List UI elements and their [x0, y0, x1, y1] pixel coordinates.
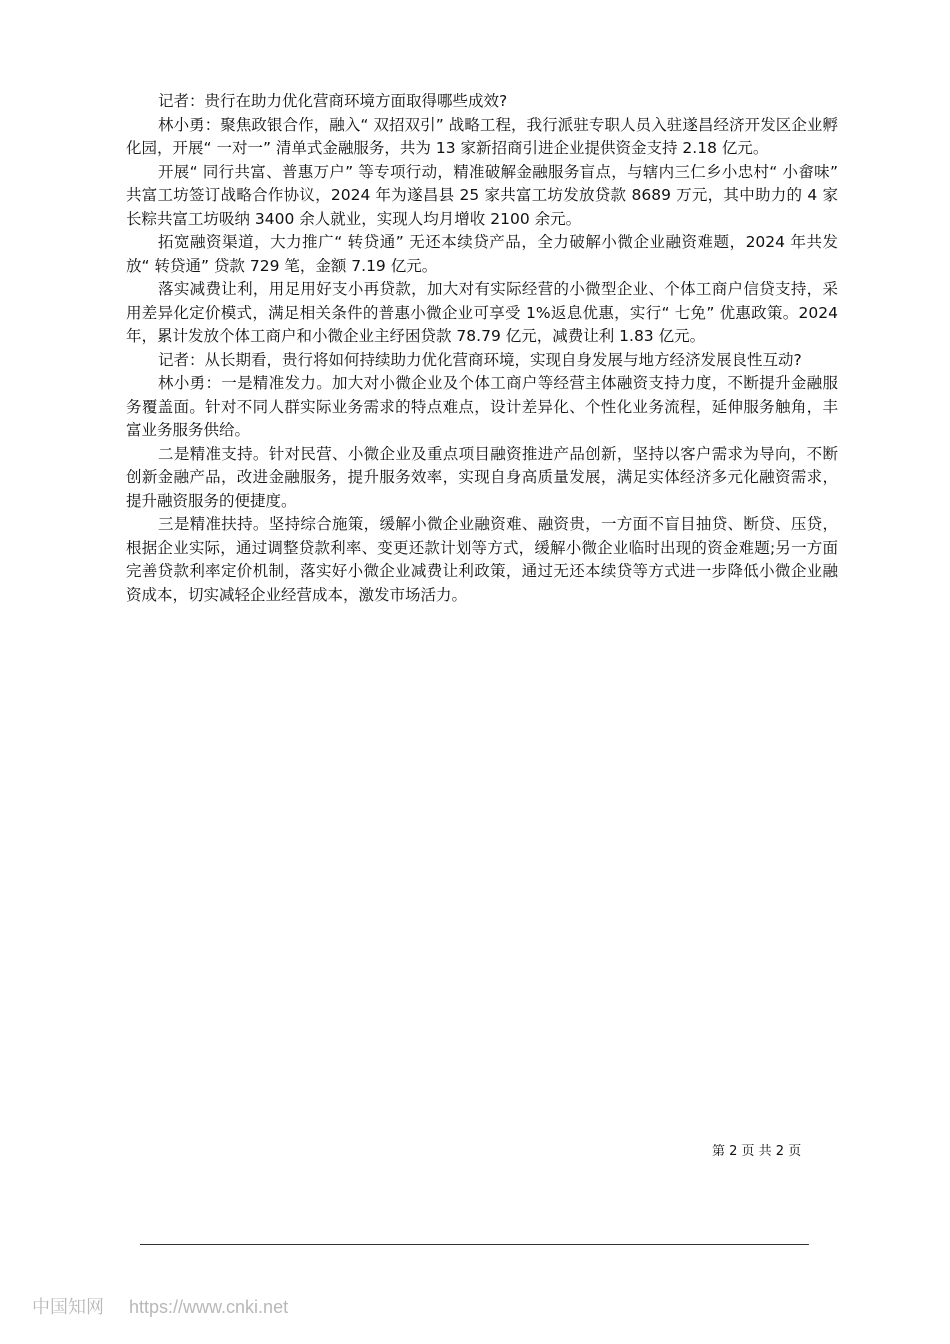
- paragraph-answer-3: 拓宽融资渠道，大力推广“ 转贷通” 无还本续贷产品，全力破解小微企业融资难题，2024 年共发放“ 转贷通” 贷款 729 笔，金额 7.19 亿元。: [126, 233, 838, 275]
- paragraph-answer-5: 林小勇：一是精准发力。加大对小微企业及个体工商户等经营主体融资支持力度，不断提升金融服务覆盖面。针对不同人群实际业务需求的特点难点，设计差异化、个性化业务流程，延伸服务触角，丰富业务服务供给。: [126, 374, 838, 439]
- article-body: [126, 90, 838, 607]
- paragraph-answer-7: 三是精准扶持。坚持综合施策，缓解小微企业融资难、融资贵，一方面不盲目抽贷、断贷、压贷，根据企业实际，通过调整贷款利率、变更还款计划等方式，缓解小微企业临时出现的资金难题;另一方面完善贷款利率定价机制，落实好小微企业减费让利政策，通过无还本续贷等方式进一步降低小微企业融资成本，切实减轻企业经营成本，激发市场活力。: [126, 515, 838, 604]
- paragraph-reporter-question-2: 记者：从长期看，贵行将如何持续助力优化营商环境，实现自身发展与地方经济发展良性互动?: [158, 350, 802, 369]
- footer-divider: [140, 1244, 809, 1245]
- page-number: 第 2 页 共 2 页: [712, 1144, 802, 1159]
- cnki-watermark: [32, 1293, 288, 1319]
- paragraph-answer-1: 林小勇：聚焦政银合作，融入“ 双招双引” 战略工程，我行派驻专职人员入驻遂昌经济开发区企业孵化园，开展“ 一对一” 清单式金融服务，共为 13 家新招商引进企业提供资金支持 2.18 亿元。: [126, 115, 838, 157]
- paragraph-answer-6: 二是精准支持。针对民营、小微企业及重点项目融资推进产品创新，坚持以客户需求为导向，不断创新金融产品，改进金融服务，提升服务效率，实现自身高质量发展，满足实体经济多元化融资需求，提升融资服务的便捷度。: [126, 444, 838, 510]
- paragraph-answer-2: 开展“ 同行共富、普惠万户” 等专项行动，精准破解金融服务盲点，与辖内三仁乡小忠村“ 小畲味” 共富工坊签订战略合作协议，2024 年为遂昌县 25 家共富工坊发放贷款 8689 万元，其中助力的 4 家长粽共富工坊吸纳 3400 余人就业，实现人均月增收 2100 余元。: [126, 162, 838, 228]
- paragraph-answer-4: 落实减费让利，用足用好支小再贷款，加大对有实际经营的小微型企业、个体工商户信贷支持，采用差异化定价模式，满足相关条件的普惠小微企业可享受 1%返息优惠，实行“ 七免” 优惠政策。2024 年，累计发放个体工商户和小微企业主纾困贷款 78.79 亿元，减费让利 1.83 亿元。: [126, 280, 838, 345]
- paragraph-reporter-question-1: 记者：贵行在助力优化营商环境方面取得哪些成效?: [158, 92, 508, 110]
- watermark-brand: 中国知网: [32, 1297, 104, 1317]
- watermark-url: https://www.cnki.net: [129, 1297, 289, 1317]
